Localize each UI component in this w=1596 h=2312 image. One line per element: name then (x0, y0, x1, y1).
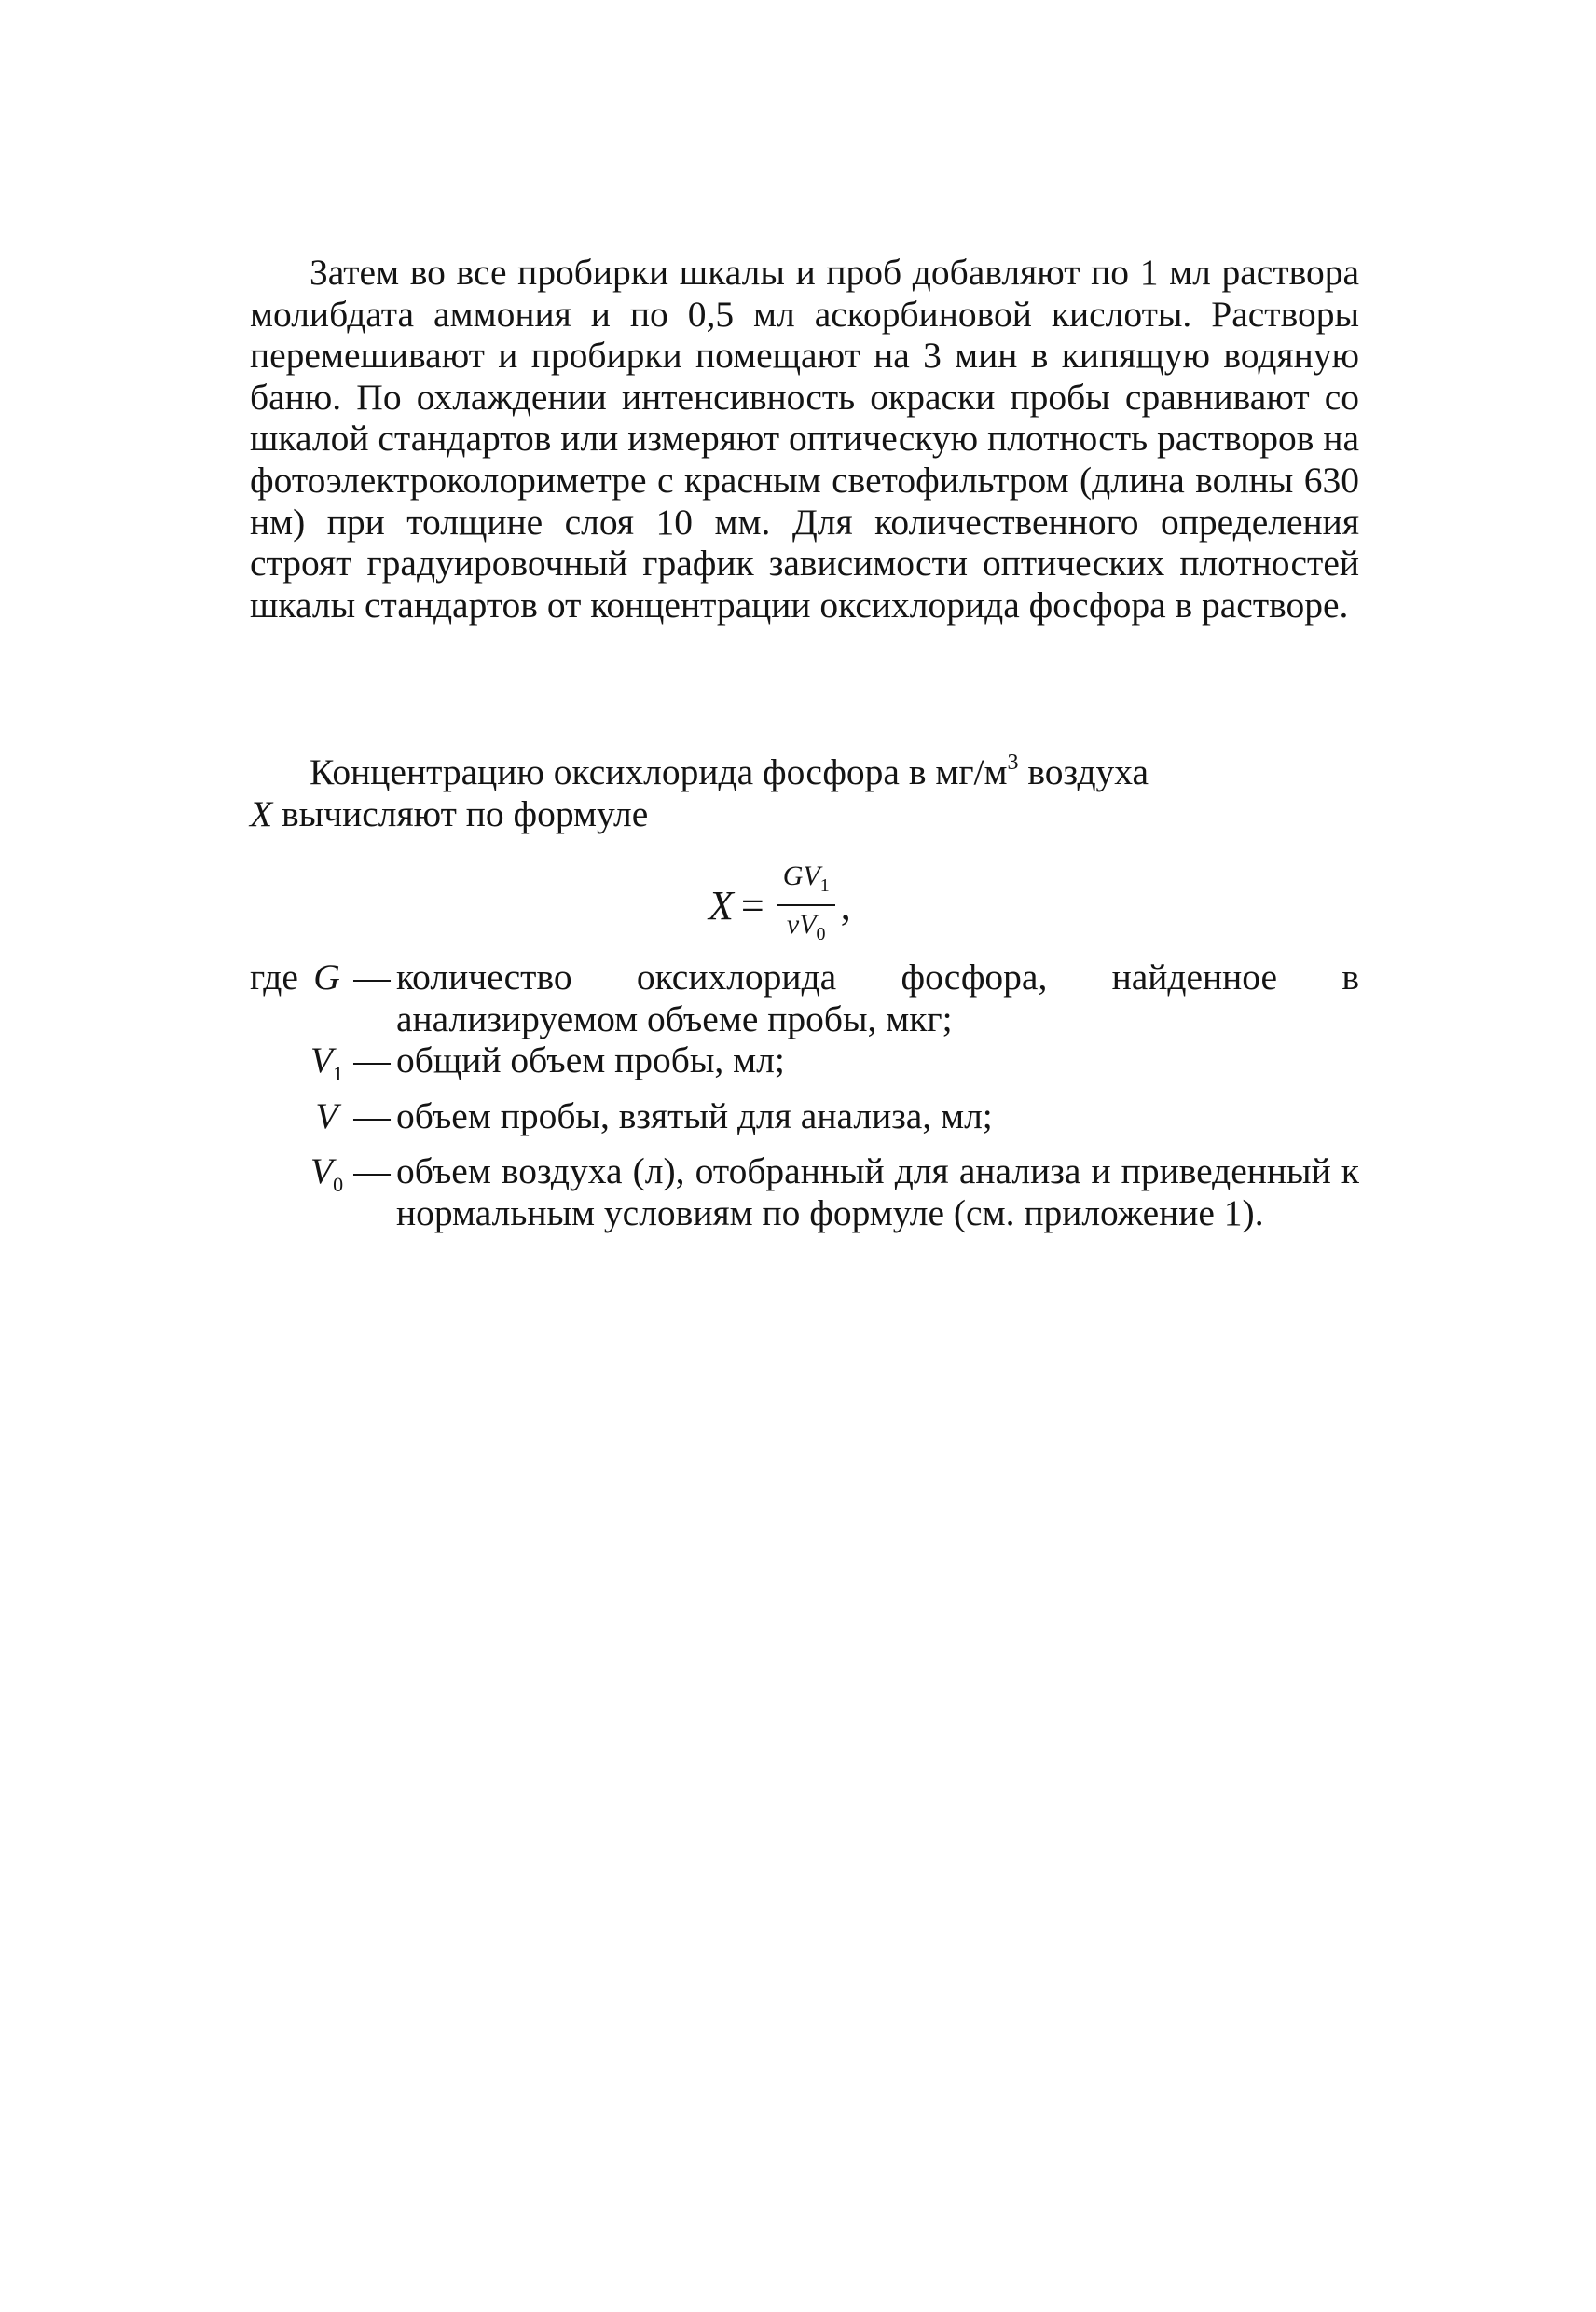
formula-fraction (777, 860, 835, 951)
definition-dash: — (353, 1094, 391, 1136)
unit-exponent: 3 (1007, 750, 1019, 775)
symbol-letter: G (313, 956, 340, 998)
paragraph-concentration (250, 751, 1359, 834)
symbol-sub: 0 (333, 1173, 344, 1197)
symbol-sub: 1 (333, 1062, 344, 1086)
concentration-text: Концентрацию оксихлорида фосфора в мг/м (310, 751, 1008, 792)
definition-symbol (306, 1150, 348, 1205)
symbol-letter: V (310, 1039, 334, 1081)
denominator-sub: 0 (816, 924, 826, 944)
definition-item (250, 956, 1359, 1039)
paragraph-procedure: Затем во все пробирки шкалы и проб добавляют по 1 мл раствора молибдата аммония и по 0,5 мл аскорбиновой кислоты. Растворы перемешивают и пробирки помещают на 3 мин в кипящую водяную баню. По охлаждении интенсивность окраски пробы сравнивают со шкалой стандартов или измеряют оптическую плотность растворов на фотоэлектроколориметре с красным светофильтром (длина волны 630 нм) при толщине слоя 10 мм. Для количественного определения строят градуировочный график зависимости оптических плотностей шкалы стандартов от концентрации оксихлорида фосфора в растворе. (250, 252, 1359, 626)
definition-dash: — (353, 1150, 391, 1192)
definition-symbol (306, 956, 348, 1012)
numerator-sub: 1 (819, 875, 830, 896)
definition-text: объем пробы, взятый для анализа, мл; (396, 1094, 993, 1136)
symbol-letter: V (310, 1150, 334, 1192)
formula-numerator (777, 860, 835, 906)
definition-item (250, 1095, 1359, 1150)
definition-item (250, 1039, 1359, 1094)
definition-symbol (306, 1095, 348, 1150)
definition-dash: — (353, 1039, 391, 1081)
definition-dash: — (353, 956, 391, 998)
variable-x: X (250, 792, 273, 834)
formula-denominator (781, 906, 832, 951)
formula-lhs: X (709, 882, 734, 929)
definitions-list (250, 956, 1359, 1233)
formula-comma: , (840, 882, 851, 929)
definition-text: объем воздуха (л), отобранный для анализа и приведенный к нормальным условиям по формуле (см. приложение 1). (396, 1150, 1359, 1233)
denominator-text: vV (786, 909, 817, 940)
numerator-text: GV (782, 860, 820, 891)
symbol-letter: V (315, 1094, 338, 1136)
where-label: где (250, 956, 298, 998)
definition-text: количество оксихлорида фосфора, найденное в анализируемом объеме пробы, мкг; (396, 956, 1359, 1039)
definition-text: общий объем пробы, мл; (396, 1039, 785, 1081)
definition-item (250, 1150, 1359, 1233)
formula-intro: вычисляют по формуле (272, 792, 649, 834)
formula-equals: = (740, 882, 764, 929)
formula (709, 854, 851, 956)
air-text: воздуха (1018, 751, 1149, 792)
definition-symbol (306, 1039, 348, 1094)
